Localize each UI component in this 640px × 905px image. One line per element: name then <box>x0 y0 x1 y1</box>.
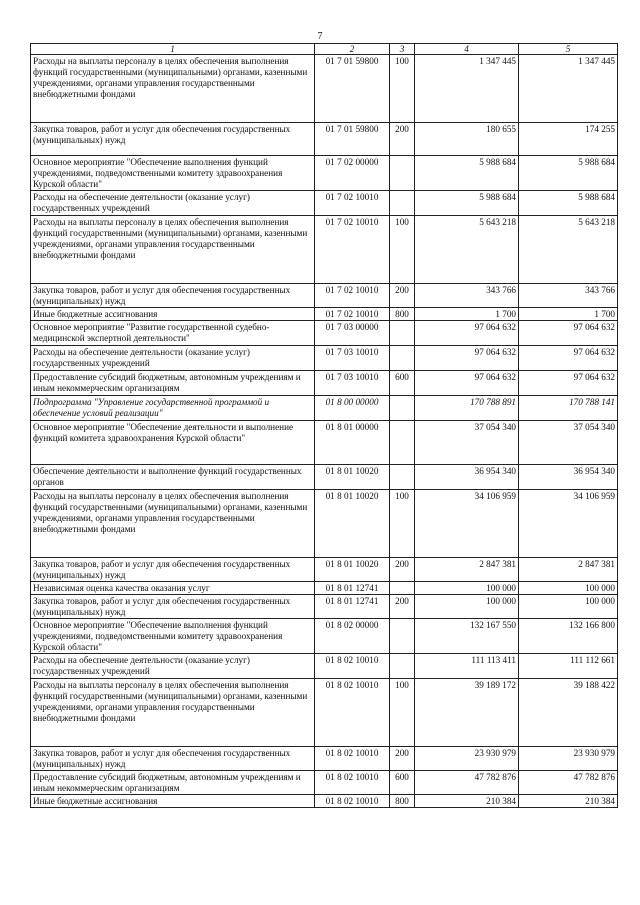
row-name-cell: Расходы на выплаты персоналу в целях обеспечения выполнения функций государственными (муниципальными) органами, казенными учреждениями, органами управления государственными внебюджетными фондами <box>31 216 315 284</box>
table-row <box>31 156 618 191</box>
amount-col4-cell: 100 000 <box>415 582 519 595</box>
amount-col5-cell: 5 643 218 <box>519 216 618 284</box>
row-name-cell: Предоставление субсидий бюджетным, автономным учреждениям и иным некоммерческим организациям <box>31 771 315 795</box>
amount-col4-cell: 132 167 550 <box>415 619 519 654</box>
header-cell: 3 <box>390 44 415 55</box>
table-row <box>31 795 618 808</box>
row-name-cell: Основное мероприятие "Развитие государственной судебно-медицинской экспертной деятельности" <box>31 321 315 346</box>
budget-code-cell: 01 7 03 10010 <box>315 346 390 371</box>
expense-type-cell <box>390 582 415 595</box>
expense-type-cell <box>390 421 415 465</box>
budget-code-cell: 01 8 02 10010 <box>315 771 390 795</box>
budget-code-cell: 01 8 01 10020 <box>315 465 390 490</box>
amount-col5-cell: 97 064 632 <box>519 321 618 346</box>
amount-col5-cell: 2 847 381 <box>519 558 618 582</box>
table-row <box>31 582 618 595</box>
budget-code-cell: 01 8 01 10020 <box>315 490 390 558</box>
table-row <box>31 771 618 795</box>
budget-code-cell: 01 7 02 10010 <box>315 284 390 308</box>
row-name-cell: Иные бюджетные ассигнования <box>31 308 315 321</box>
amount-col4-cell: 100 000 <box>415 595 519 619</box>
amount-col4-cell: 210 384 <box>415 795 519 808</box>
table-row <box>31 308 618 321</box>
expense-type-cell <box>390 191 415 216</box>
amount-col5-cell: 97 064 632 <box>519 346 618 371</box>
amount-col4-cell: 5 988 684 <box>415 191 519 216</box>
table-row <box>31 396 618 421</box>
row-name-cell: Иные бюджетные ассигнования <box>31 795 315 808</box>
header-row <box>31 44 618 55</box>
row-name-cell: Основное мероприятие "Обеспечение выполнения функций учреждениями, подведомственными комитету здравоохранения Курской области" <box>31 156 315 191</box>
amount-col4-cell: 111 113 411 <box>415 654 519 679</box>
amount-col4-cell: 36 954 340 <box>415 465 519 490</box>
expense-type-cell: 200 <box>390 558 415 582</box>
expense-type-cell <box>390 619 415 654</box>
budget-code-cell: 01 8 02 00000 <box>315 619 390 654</box>
amount-col5-cell: 39 188 422 <box>519 679 618 747</box>
header-cell: 5 <box>519 44 618 55</box>
table-row <box>31 346 618 371</box>
budget-code-cell: 01 8 02 10010 <box>315 747 390 771</box>
expense-type-cell: 800 <box>390 795 415 808</box>
budget-code-cell: 01 8 01 10020 <box>315 558 390 582</box>
header-cell: 1 <box>31 44 315 55</box>
expense-type-cell <box>390 654 415 679</box>
budget-code-cell: 01 8 02 10010 <box>315 679 390 747</box>
table-row <box>31 55 618 123</box>
row-name-cell: Расходы на выплаты персоналу в целях обеспечения выполнения функций государственными (муниципальными) органами, казенными учреждениями, органами управления государственными внебюджетными фондами <box>31 679 315 747</box>
amount-col4-cell: 97 064 632 <box>415 371 519 396</box>
amount-col5-cell: 170 788 141 <box>519 396 618 421</box>
row-name-cell: Расходы на обеспечение деятельности (оказание услуг) государственных учреждений <box>31 654 315 679</box>
row-name-cell: Закупка товаров, работ и услуг для обеспечения государственных (муниципальных) нужд <box>31 595 315 619</box>
expense-type-cell: 200 <box>390 123 415 156</box>
amount-col5-cell: 111 112 661 <box>519 654 618 679</box>
table-row <box>31 371 618 396</box>
amount-col4-cell: 1 700 <box>415 308 519 321</box>
table-row <box>31 216 618 284</box>
row-name-cell: Предоставление субсидий бюджетным, автономным учреждениям и иным некоммерческим организациям <box>31 371 315 396</box>
amount-col5-cell: 34 106 959 <box>519 490 618 558</box>
budget-code-cell: 01 8 01 12741 <box>315 582 390 595</box>
budget-code-cell: 01 7 03 10010 <box>315 371 390 396</box>
table-row <box>31 654 618 679</box>
budget-code-cell: 01 7 02 10010 <box>315 308 390 321</box>
expense-type-cell: 100 <box>390 679 415 747</box>
row-name-cell: Независимая оценка качества оказания услуг <box>31 582 315 595</box>
amount-col4-cell: 47 782 876 <box>415 771 519 795</box>
table-row <box>31 490 618 558</box>
amount-col5-cell: 100 000 <box>519 582 618 595</box>
row-name-cell: Закупка товаров, работ и услуг для обеспечения государственных (муниципальных) нужд <box>31 284 315 308</box>
budget-code-cell: 01 7 02 10010 <box>315 216 390 284</box>
row-name-cell: Подпрограмма "Управление государственной программой и обеспечение условий реализации" <box>31 396 315 421</box>
table-row <box>31 123 618 156</box>
amount-col4-cell: 97 064 632 <box>415 346 519 371</box>
row-name-cell: Закупка товаров, работ и услуг для обеспечения государственных (муниципальных) нужд <box>31 123 315 156</box>
amount-col5-cell: 23 930 979 <box>519 747 618 771</box>
table-row <box>31 679 618 747</box>
budget-code-cell: 01 8 01 00000 <box>315 421 390 465</box>
expense-type-cell <box>390 465 415 490</box>
expense-type-cell: 200 <box>390 747 415 771</box>
table-row <box>31 284 618 308</box>
expense-type-cell <box>390 321 415 346</box>
budget-code-cell: 01 8 02 10010 <box>315 654 390 679</box>
amount-col4-cell: 5 988 684 <box>415 156 519 191</box>
row-name-cell: Закупка товаров, работ и услуг для обеспечения государственных (муниципальных) нужд <box>31 558 315 582</box>
expense-type-cell: 100 <box>390 55 415 123</box>
budget-code-cell: 01 7 03 00000 <box>315 321 390 346</box>
table-row <box>31 321 618 346</box>
amount-col5-cell: 5 988 684 <box>519 156 618 191</box>
budget-code-cell: 01 8 02 10010 <box>315 795 390 808</box>
amount-col4-cell: 2 847 381 <box>415 558 519 582</box>
expense-type-cell <box>390 346 415 371</box>
amount-col4-cell: 343 766 <box>415 284 519 308</box>
amount-col4-cell: 1 347 445 <box>415 55 519 123</box>
budget-code-cell: 01 8 00 00000 <box>315 396 390 421</box>
amount-col5-cell: 1 700 <box>519 308 618 321</box>
expense-type-cell: 100 <box>390 216 415 284</box>
amount-col5-cell: 37 054 340 <box>519 421 618 465</box>
amount-col4-cell: 39 189 172 <box>415 679 519 747</box>
amount-col4-cell: 5 643 218 <box>415 216 519 284</box>
expense-type-cell: 200 <box>390 284 415 308</box>
table-row <box>31 191 618 216</box>
page-number: 7 <box>317 31 323 42</box>
amount-col5-cell: 100 000 <box>519 595 618 619</box>
table-row <box>31 558 618 582</box>
amount-col5-cell: 1 347 445 <box>519 55 618 123</box>
budget-code-cell: 01 7 02 00000 <box>315 156 390 191</box>
expense-type-cell: 200 <box>390 595 415 619</box>
row-name-cell: Основное мероприятие "Обеспечение деятельности и выполнение функций комитета здравоохранения Курской области" <box>31 421 315 465</box>
table-row <box>31 619 618 654</box>
row-name-cell: Расходы на обеспечение деятельности (оказание услуг) государственных учреждений <box>31 346 315 371</box>
table-row <box>31 421 618 465</box>
row-name-cell: Основное мероприятие "Обеспечение выполнения функций учреждениями, подведомственными комитету здравоохранения Курской области" <box>31 619 315 654</box>
expense-type-cell <box>390 156 415 191</box>
amount-col4-cell: 23 930 979 <box>415 747 519 771</box>
amount-col4-cell: 170 788 891 <box>415 396 519 421</box>
amount-col5-cell: 36 954 340 <box>519 465 618 490</box>
budget-table <box>30 43 618 808</box>
table-row <box>31 465 618 490</box>
amount-col5-cell: 343 766 <box>519 284 618 308</box>
table-row <box>31 595 618 619</box>
amount-col4-cell: 180 655 <box>415 123 519 156</box>
row-name-cell: Обеспечение деятельности и выполнение функций государственных органов <box>31 465 315 490</box>
budget-code-cell: 01 7 01 59800 <box>315 55 390 123</box>
row-name-cell: Расходы на обеспечение деятельности (оказание услуг) государственных учреждений <box>31 191 315 216</box>
amount-col5-cell: 174 255 <box>519 123 618 156</box>
expense-type-cell: 800 <box>390 308 415 321</box>
row-name-cell: Закупка товаров, работ и услуг для обеспечения государственных (муниципальных) нужд <box>31 747 315 771</box>
budget-code-cell: 01 7 02 10010 <box>315 191 390 216</box>
amount-col5-cell: 47 782 876 <box>519 771 618 795</box>
amount-col5-cell: 97 064 632 <box>519 371 618 396</box>
expense-type-cell: 600 <box>390 371 415 396</box>
amount-col4-cell: 37 054 340 <box>415 421 519 465</box>
row-name-cell: Расходы на выплаты персоналу в целях обеспечения выполнения функций государственными (муниципальными) органами, казенными учреждениями, органами управления государственными внебюджетными фондами <box>31 55 315 123</box>
header-cell: 4 <box>415 44 519 55</box>
expense-type-cell <box>390 396 415 421</box>
row-name-cell: Расходы на выплаты персоналу в целях обеспечения выполнения функций государственными (муниципальными) органами, казенными учреждениями, органами управления государственными внебюджетными фондами <box>31 490 315 558</box>
table-row <box>31 747 618 771</box>
amount-col5-cell: 132 166 800 <box>519 619 618 654</box>
header-cell: 2 <box>315 44 390 55</box>
amount-col4-cell: 34 106 959 <box>415 490 519 558</box>
amount-col4-cell: 97 064 632 <box>415 321 519 346</box>
expense-type-cell: 100 <box>390 490 415 558</box>
amount-col5-cell: 210 384 <box>519 795 618 808</box>
budget-code-cell: 01 8 01 12741 <box>315 595 390 619</box>
budget-code-cell: 01 7 01 59800 <box>315 123 390 156</box>
amount-col5-cell: 5 988 684 <box>519 191 618 216</box>
expense-type-cell: 600 <box>390 771 415 795</box>
